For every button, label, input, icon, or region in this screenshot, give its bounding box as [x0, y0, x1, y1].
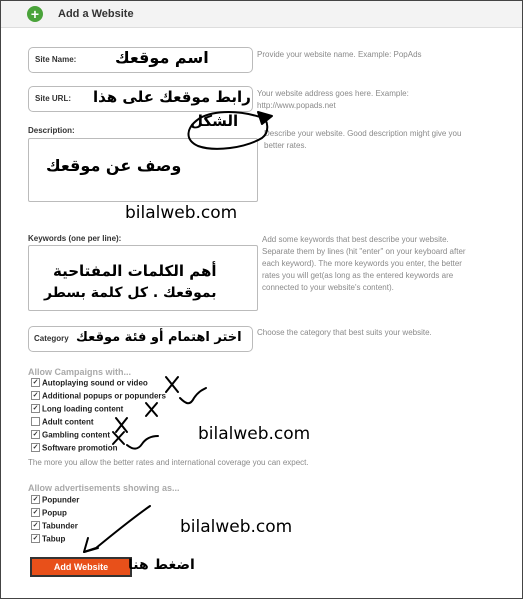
ad-tabup[interactable]	[31, 534, 65, 546]
keywords-label: Keywords (one per line):	[28, 234, 122, 243]
ad-tabunder[interactable]	[31, 521, 78, 533]
campaign-adult[interactable]	[31, 417, 94, 429]
campaign-label: Adult content	[42, 417, 94, 427]
site-url-help: Your website address goes here. Example:	[257, 89, 409, 98]
campaign-autoplay[interactable]	[31, 378, 148, 390]
description-label: Description:	[28, 126, 75, 135]
checkbox[interactable]	[31, 417, 40, 426]
click-here-annotation: اضغط هنا	[128, 557, 195, 573]
ad-label: Popunder	[42, 495, 80, 505]
site-name-value: اسم موقعك	[115, 48, 209, 67]
checkbox[interactable]: ✓	[32, 509, 39, 517]
checkbox[interactable]: ✓	[32, 444, 39, 452]
campaign-label: Long loading content	[42, 404, 124, 414]
checkbox[interactable]: ✓	[32, 392, 39, 400]
watermark-1: bilalweb.com	[125, 203, 238, 223]
checkbox[interactable]: ✓	[32, 535, 39, 543]
checkbox[interactable]: ✓	[32, 379, 39, 387]
keywords-value: أهم الكلمات المفتاحية	[53, 262, 217, 280]
description-help: Describe your website. Good description might give you	[264, 129, 462, 138]
ad-label: Popup	[42, 508, 67, 518]
campaign-label: Autoplaying sound or video	[42, 378, 148, 388]
add-website-button[interactable]: Add Website	[30, 557, 132, 577]
campaign-long-loading[interactable]	[31, 404, 123, 416]
ads-title: Allow advertisements showing as...	[28, 483, 180, 493]
site-url-example: http://www.popads.net	[257, 101, 336, 110]
plus-icon: +	[27, 6, 43, 22]
keywords-value-line2: بموقعك . كل كلمة بسطر	[44, 285, 217, 301]
description-help-line2: better rates.	[264, 141, 307, 150]
keywords-help-line3: each keyword). The more keywords you enter, the better	[262, 259, 462, 268]
ad-label: Tabunder	[42, 521, 78, 531]
ad-popup[interactable]	[31, 508, 67, 520]
campaign-label: Software promotion	[42, 443, 118, 453]
checkbox[interactable]: ✓	[32, 431, 39, 439]
keywords-help-line2: Separate them by lines (hit "enter" on your keyboard after	[262, 247, 466, 256]
category-label: Category	[34, 334, 69, 343]
page-title: Add a Website	[58, 8, 134, 20]
description-value: وصف عن موقعك	[46, 156, 182, 175]
category-value: اختر اهتمام أو فئة موقعك	[76, 330, 242, 345]
checkbox[interactable]: ✓	[32, 496, 39, 504]
campaigns-note: The more you allow the better rates and international coverage you can expect.	[28, 458, 309, 467]
category-help: Choose the category that best suits your website.	[257, 328, 432, 337]
panel-header	[1, 1, 522, 28]
checkbox[interactable]: ✓	[32, 522, 39, 530]
site-url-value: رابط موقعك على هذا	[93, 88, 251, 106]
watermark-2: bilalweb.com	[198, 424, 311, 444]
campaign-software[interactable]	[31, 443, 118, 455]
site-url-label: Site URL:	[35, 94, 71, 103]
checkbox[interactable]: ✓	[32, 405, 39, 413]
keywords-help-line4: rates you will get(as long as the entered keywords are	[262, 271, 454, 280]
campaign-label: Gambling content	[42, 430, 110, 440]
site-url-value-line2: الشكل	[190, 112, 239, 130]
keywords-help-line5: connected to your website's content).	[262, 283, 394, 292]
campaign-popups[interactable]	[31, 391, 166, 403]
watermark-3: bilalweb.com	[180, 517, 293, 537]
site-name-label: Site Name:	[35, 55, 77, 64]
keywords-help-line1: Add some keywords that best describe your website.	[262, 235, 449, 244]
ad-popunder[interactable]	[31, 495, 79, 507]
campaigns-title: Allow Campaigns with...	[28, 367, 132, 377]
site-name-help: Provide your website name. Example: PopAds	[257, 50, 422, 59]
ad-label: Tabup	[42, 534, 66, 544]
campaign-label: Additional popups or popunders	[42, 391, 166, 401]
campaign-gambling[interactable]	[31, 430, 110, 442]
